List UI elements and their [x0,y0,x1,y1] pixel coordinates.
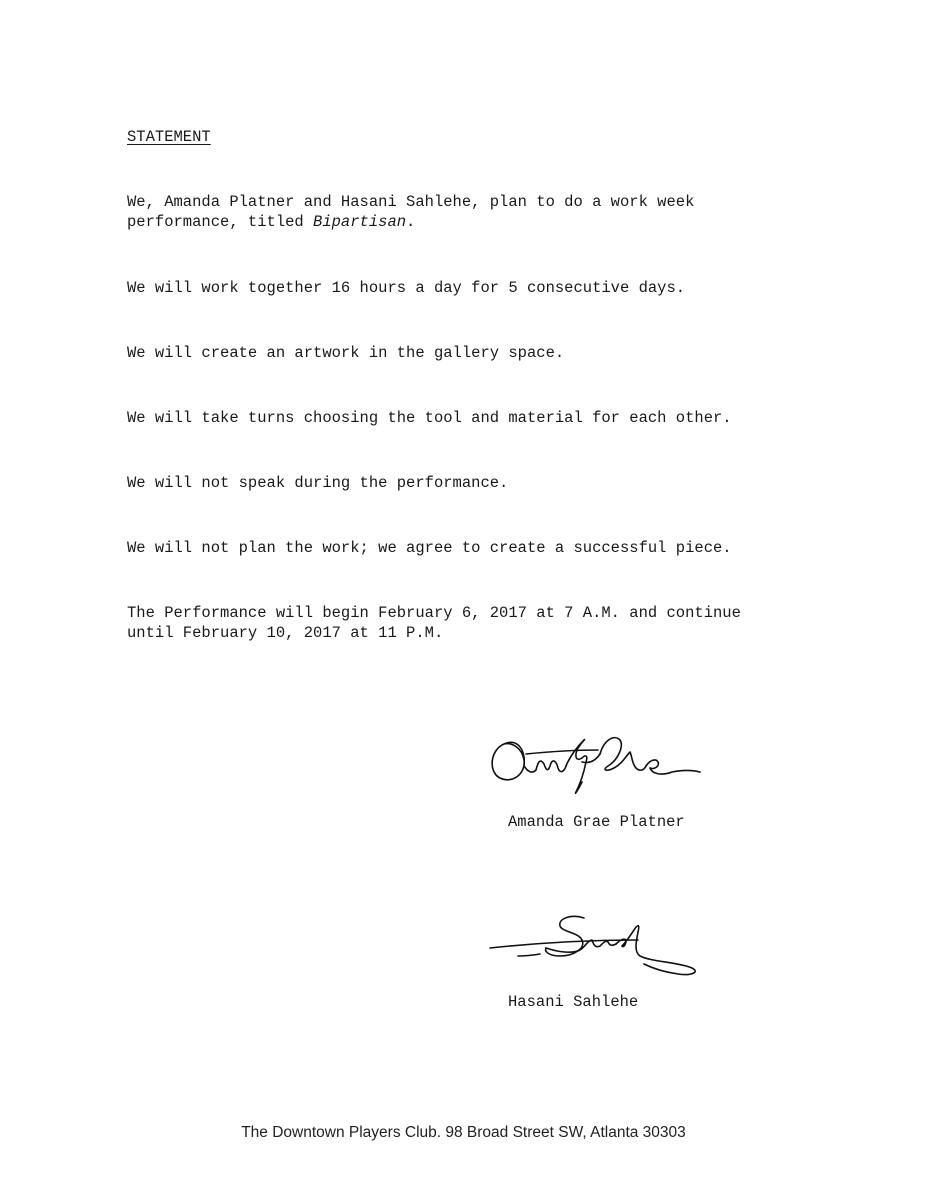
signatory-name: Amanda Grae Platner [508,813,685,831]
paragraph-turns: We will take turns choosing the tool and material for each other. [127,409,732,427]
handwritten-signature-icon [488,910,703,980]
paragraph-schedule [127,603,741,643]
paragraph-intro [127,192,694,232]
paragraph-hours: We will work together 16 hours a day for 5 consecutive days. [127,279,686,297]
signatory-name: Hasani Sahlehe [508,993,639,1011]
statement-heading: STATEMENT [127,128,211,146]
paragraph-silence: We will not speak during the performance. [127,474,509,492]
paragraph-artwork: We will create an artwork in the gallery space. [127,344,565,362]
paragraph-line: until February 10, 2017 at 11 P.M. [127,624,444,642]
text-fragment: . [406,213,416,231]
performance-title: Bipartisan [313,213,407,231]
paragraph-line: We, Amanda Platner and Hasani Sahlehe, plan to do a work week [127,193,695,211]
footer-address: The Downtown Players Club. 98 Broad Street SW, Atlanta 30303 [241,1124,686,1141]
paragraph-line: The Performance will begin February 6, 2017 at 7 A.M. and continue [127,604,741,622]
paragraph-plan: We will not plan the work; we agree to create a successful piece. [127,539,732,557]
text-fragment: performance, titled [127,213,314,231]
handwritten-signature-icon [486,726,706,796]
paragraph-line [127,212,694,232]
